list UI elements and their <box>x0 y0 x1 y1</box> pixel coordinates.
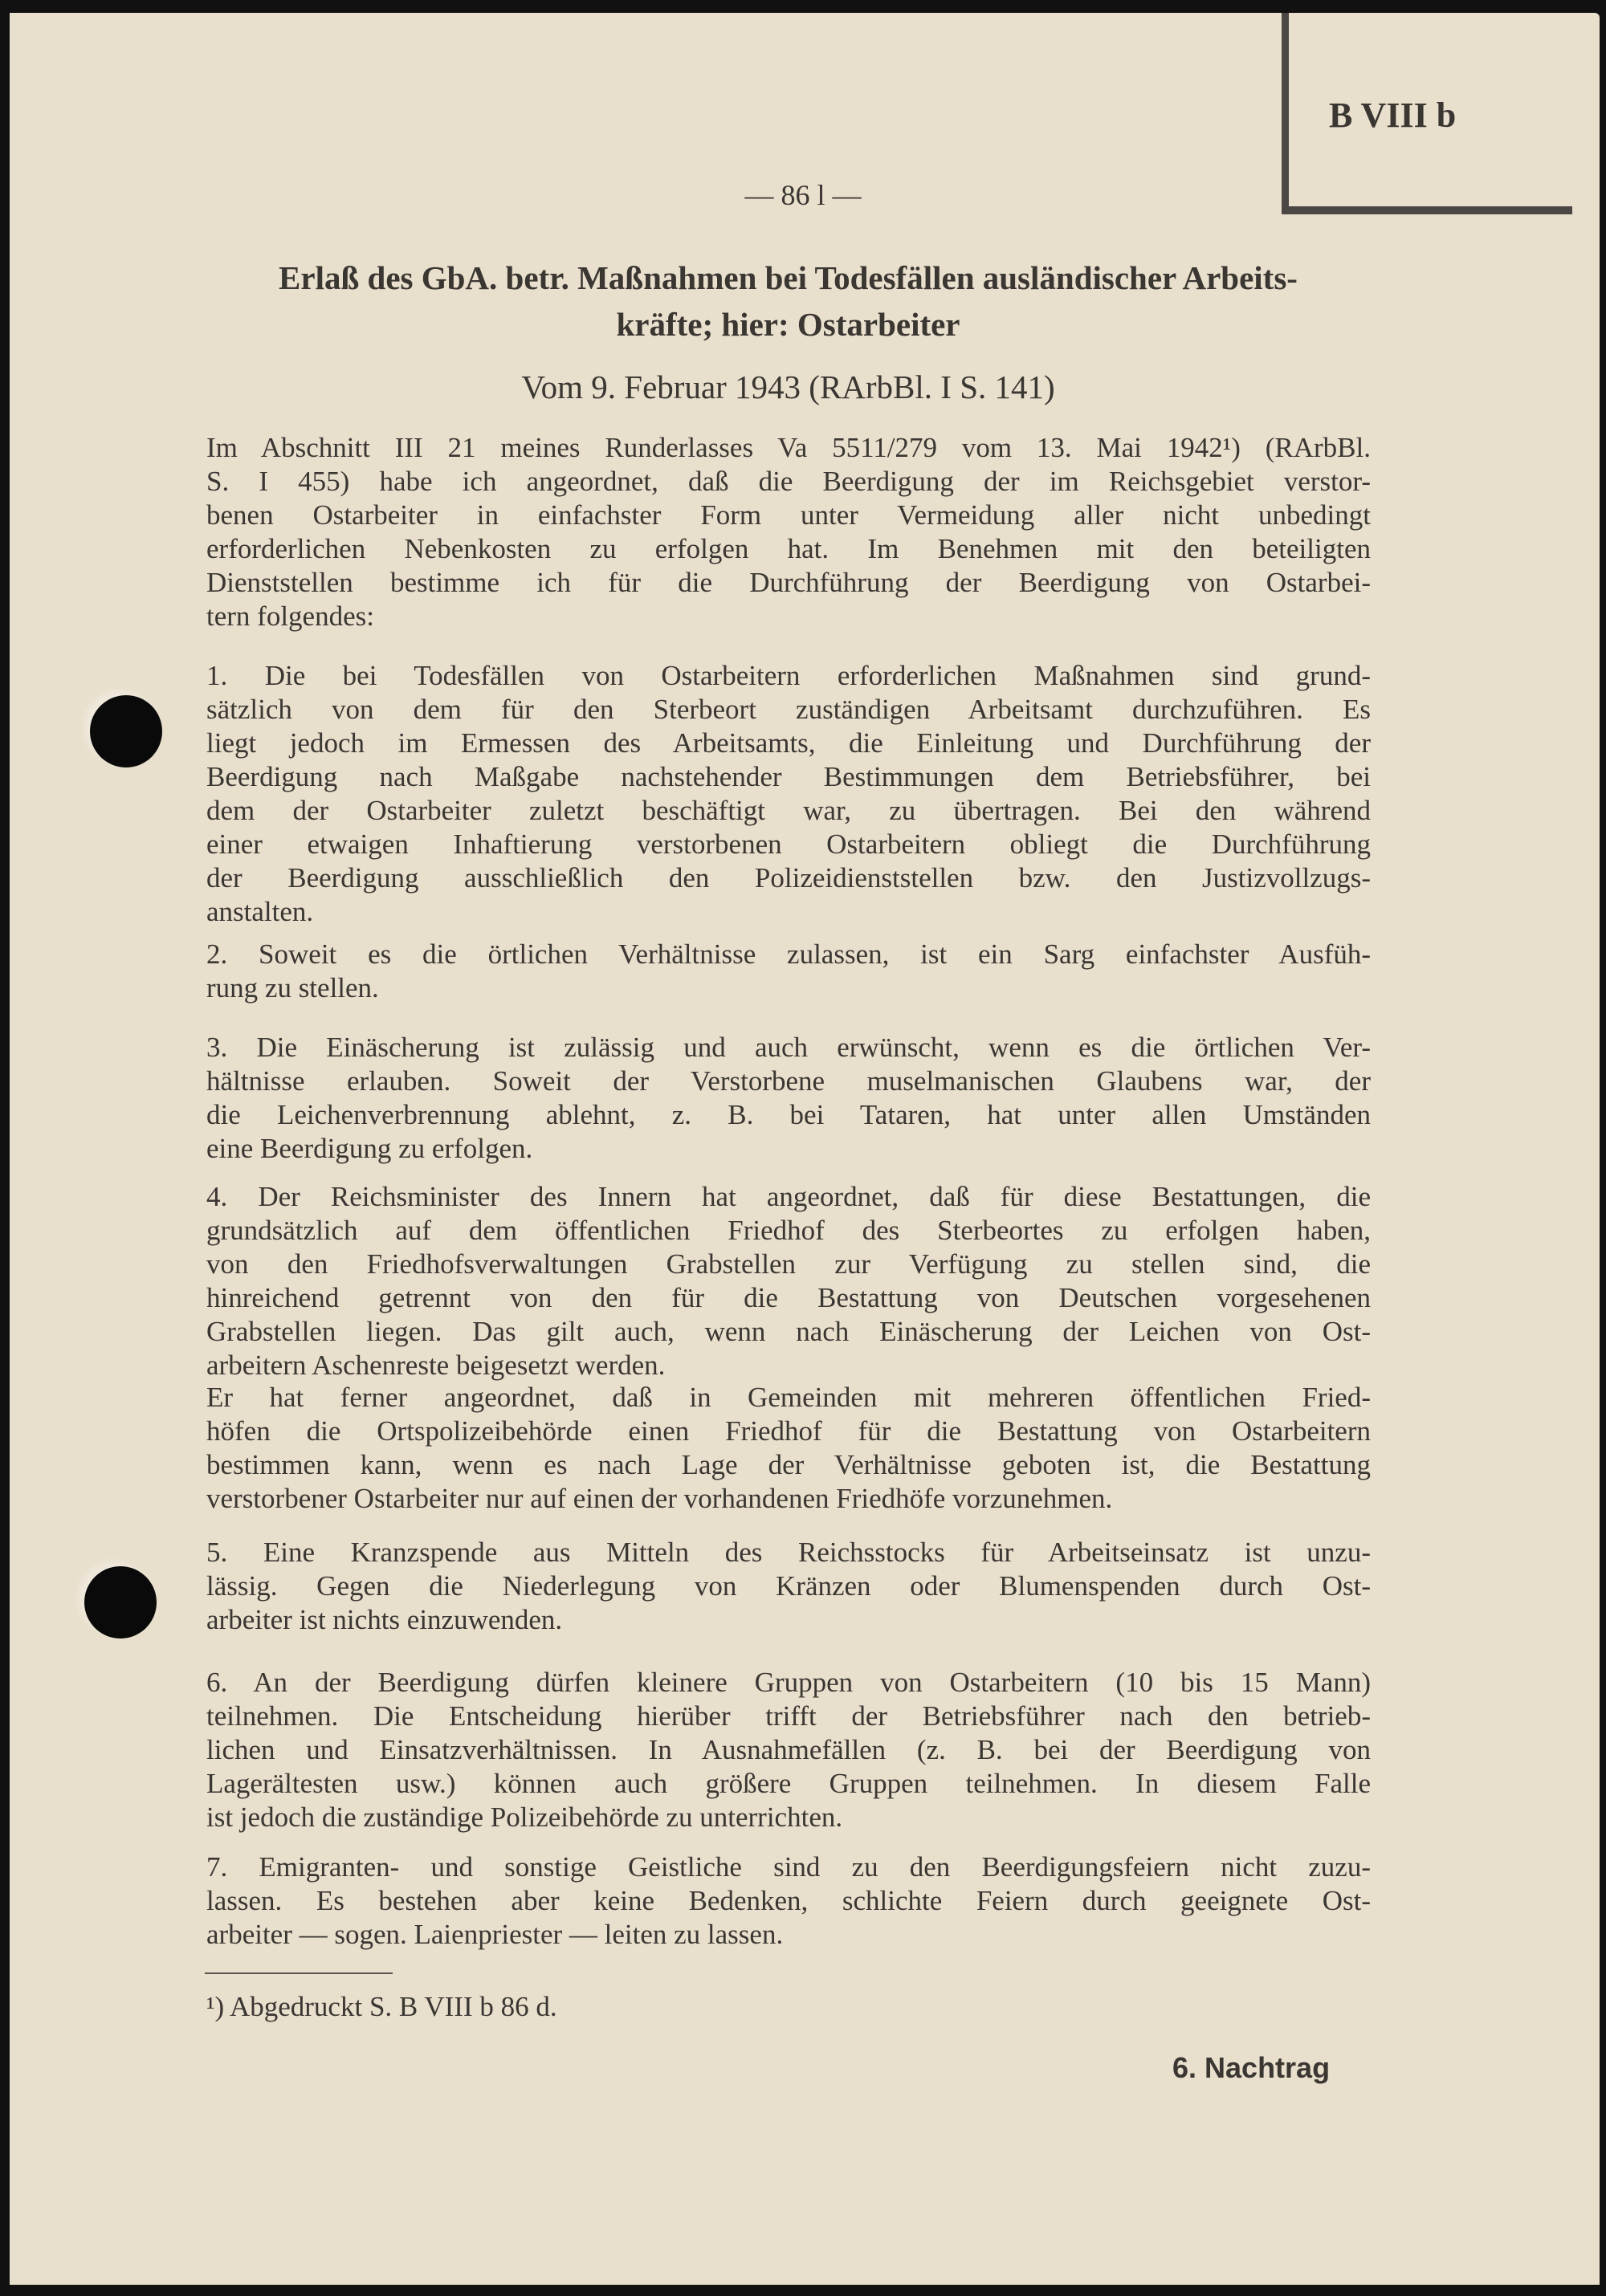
supplement-label: 6. Nachtrag <box>1172 2051 1331 2084</box>
paragraph <box>206 431 1371 633</box>
text-line: arbeiter — sogen. Laienpriester — leiten zu lassen. <box>206 1919 784 1950</box>
text-line: liegt jedoch im Ermessen des Arbeitsamts, die Einleitung und Durchführung der <box>206 727 1371 759</box>
text-line: 7. Emigranten- und sonstige Geistliche sind zu den Beerdigungsfeiern nicht zuzu- <box>206 1851 1371 1883</box>
title-line: Erlaß des GbA. betr. Maßnahmen bei Todesfällen ausländischer Arbeits- <box>279 259 1298 296</box>
punch-hole <box>84 1566 157 1639</box>
text-line: 3. Die Einäscherung ist zulässig und auch erwünscht, wenn es die örtlichen Ver- <box>206 1032 1371 1063</box>
text-line: 2. Soweit es die örtlichen Verhältnisse zulassen, ist ein Sarg einfachster Ausfüh- <box>206 938 1371 970</box>
paragraph <box>206 1180 1371 1382</box>
text-line: 5. Eine Kranzspende aus Mitteln des Reichsstocks für Arbeitseinsatz ist unzu- <box>206 1537 1371 1568</box>
text-line: eine Beerdigung zu erfolgen. <box>206 1133 533 1164</box>
paragraph <box>206 1031 1371 1166</box>
page-number: — 86 l — <box>744 179 862 211</box>
footnote: ¹) Abgedruckt S. B VIII b 86 d. <box>206 1991 557 2022</box>
text-line: verstorbener Ostarbeiter nur auf einen der vorhandenen Friedhöfe vorzunehmen. <box>206 1483 1113 1514</box>
text-line: 1. Die bei Todesfällen von Ostarbeitern erforderlichen Maßnahmen sind grund- <box>206 660 1371 691</box>
text-line: benen Ostarbeiter in einfachster Form unter Vermeidung aller nicht unbedingt <box>206 499 1371 531</box>
text-line: Lagerältesten usw.) können auch größere Gruppen teilnehmen. In diesem Falle <box>206 1768 1371 1799</box>
text-line: hinreichend getrennt von den für die Bestattung von Deutschen vorgesehenen <box>206 1282 1371 1313</box>
text-line: hältnisse erlauben. Soweit der Verstorbene muselmanischen Glaubens war, der <box>206 1065 1371 1097</box>
paragraph <box>206 1666 1371 1834</box>
footnote-rule <box>205 1972 393 1974</box>
text-line: arbeitern Aschenreste beigesetzt werden. <box>206 1350 666 1381</box>
paragraph <box>206 1381 1371 1516</box>
text-line: teilnehmen. Die Entscheidung hierüber trifft der Betriebsführer nach den betrieb- <box>206 1700 1371 1732</box>
text-line: lichen und Einsatzverhältnissen. In Ausnahmefällen (z. B. bei der Beerdigung von <box>206 1734 1371 1765</box>
text-line: sätzlich von dem für den Sterbeort zuständigen Arbeitsamt durchzuführen. Es <box>206 694 1371 725</box>
text-line: S. I 455) habe ich angeordnet, daß die Beerdigung der im Reichsgebiet verstor- <box>206 466 1371 497</box>
paragraph <box>206 938 1371 1005</box>
text-line: grundsätzlich auf dem öffentlichen Friedhof des Sterbeortes zu erfolgen haben, <box>206 1215 1371 1246</box>
text-line: lassen. Es bestehen aber keine Bedenken, schlichte Feiern durch geeignete Ost- <box>206 1885 1371 1916</box>
text-line: lässig. Gegen die Niederlegung von Kränzen oder Blumenspenden durch Ost- <box>206 1570 1371 1602</box>
text-line: Er hat ferner angeordnet, daß in Gemeinden mit mehreren öffentlichen Fried- <box>206 1382 1371 1413</box>
paragraph <box>206 1536 1371 1637</box>
text-line: ist jedoch die zuständige Polizeibehörde zu unterrichten. <box>206 1801 843 1833</box>
text-line: 6. An der Beerdigung dürfen kleinere Gruppen von Ostarbeitern (10 bis 15 Mann) <box>206 1667 1371 1698</box>
text-line: Im Abschnitt III 21 meines Runderlasses Va 5511/279 vom 13. Mai 1942¹) (RArbBl. <box>206 432 1371 463</box>
text-line: einer etwaigen Inhaftierung verstorbenen Ostarbeitern obliegt die Durchführung <box>206 828 1371 860</box>
text-line: bestimmen kann, wenn es nach Lage der Verhältnisse geboten ist, die Bestattung <box>206 1449 1371 1480</box>
text-line: Grabstellen liegen. Das gilt auch, wenn nach Einäscherung der Leichen von Ost- <box>206 1316 1371 1347</box>
text-line: Beerdigung nach Maßgabe nachstehender Bestimmungen dem Betriebsführer, bei <box>206 761 1371 792</box>
paragraph <box>206 1850 1371 1952</box>
text-line: von den Friedhofsverwaltungen Grabstellen zur Verfügung zu stellen sind, die <box>206 1248 1371 1280</box>
text-line: anstalten. <box>206 896 314 927</box>
text-line: erforderlichen Nebenkosten zu erfolgen hat. Im Benehmen mit den beteiligten <box>206 533 1371 564</box>
text-line: dem der Ostarbeiter zuletzt beschäftigt war, zu übertragen. Bei den während <box>206 795 1371 826</box>
paragraph <box>206 659 1371 929</box>
section-mark: B VIII b <box>1329 96 1457 135</box>
text-line: tern folgendes: <box>206 600 374 632</box>
text-line: rung zu stellen. <box>206 972 379 1003</box>
subtitle: Vom 9. Februar 1943 (RArbBl. I S. 141) <box>521 368 1055 405</box>
text-line: Dienststellen bestimme ich für die Durchführung der Beerdigung von Ostarbei- <box>206 567 1371 598</box>
punch-hole <box>90 695 162 767</box>
text-line: die Leichenverbrennung ablehnt, z. B. bei Tataren, hat unter allen Umständen <box>206 1099 1371 1130</box>
text-line: höfen die Ortspolizeibehörde einen Friedhof für die Bestattung von Ostarbeitern <box>206 1415 1371 1447</box>
title-line: kräfte; hier: Ostarbeiter <box>616 306 960 343</box>
text-line: 4. Der Reichsminister des Innern hat angeordnet, daß für diese Bestattungen, die <box>206 1181 1371 1212</box>
text-line: arbeiter ist nichts einzuwenden. <box>206 1604 563 1635</box>
text-line: der Beerdigung ausschließlich den Polizeidienststellen bzw. den Justizvollzugs- <box>206 862 1371 894</box>
